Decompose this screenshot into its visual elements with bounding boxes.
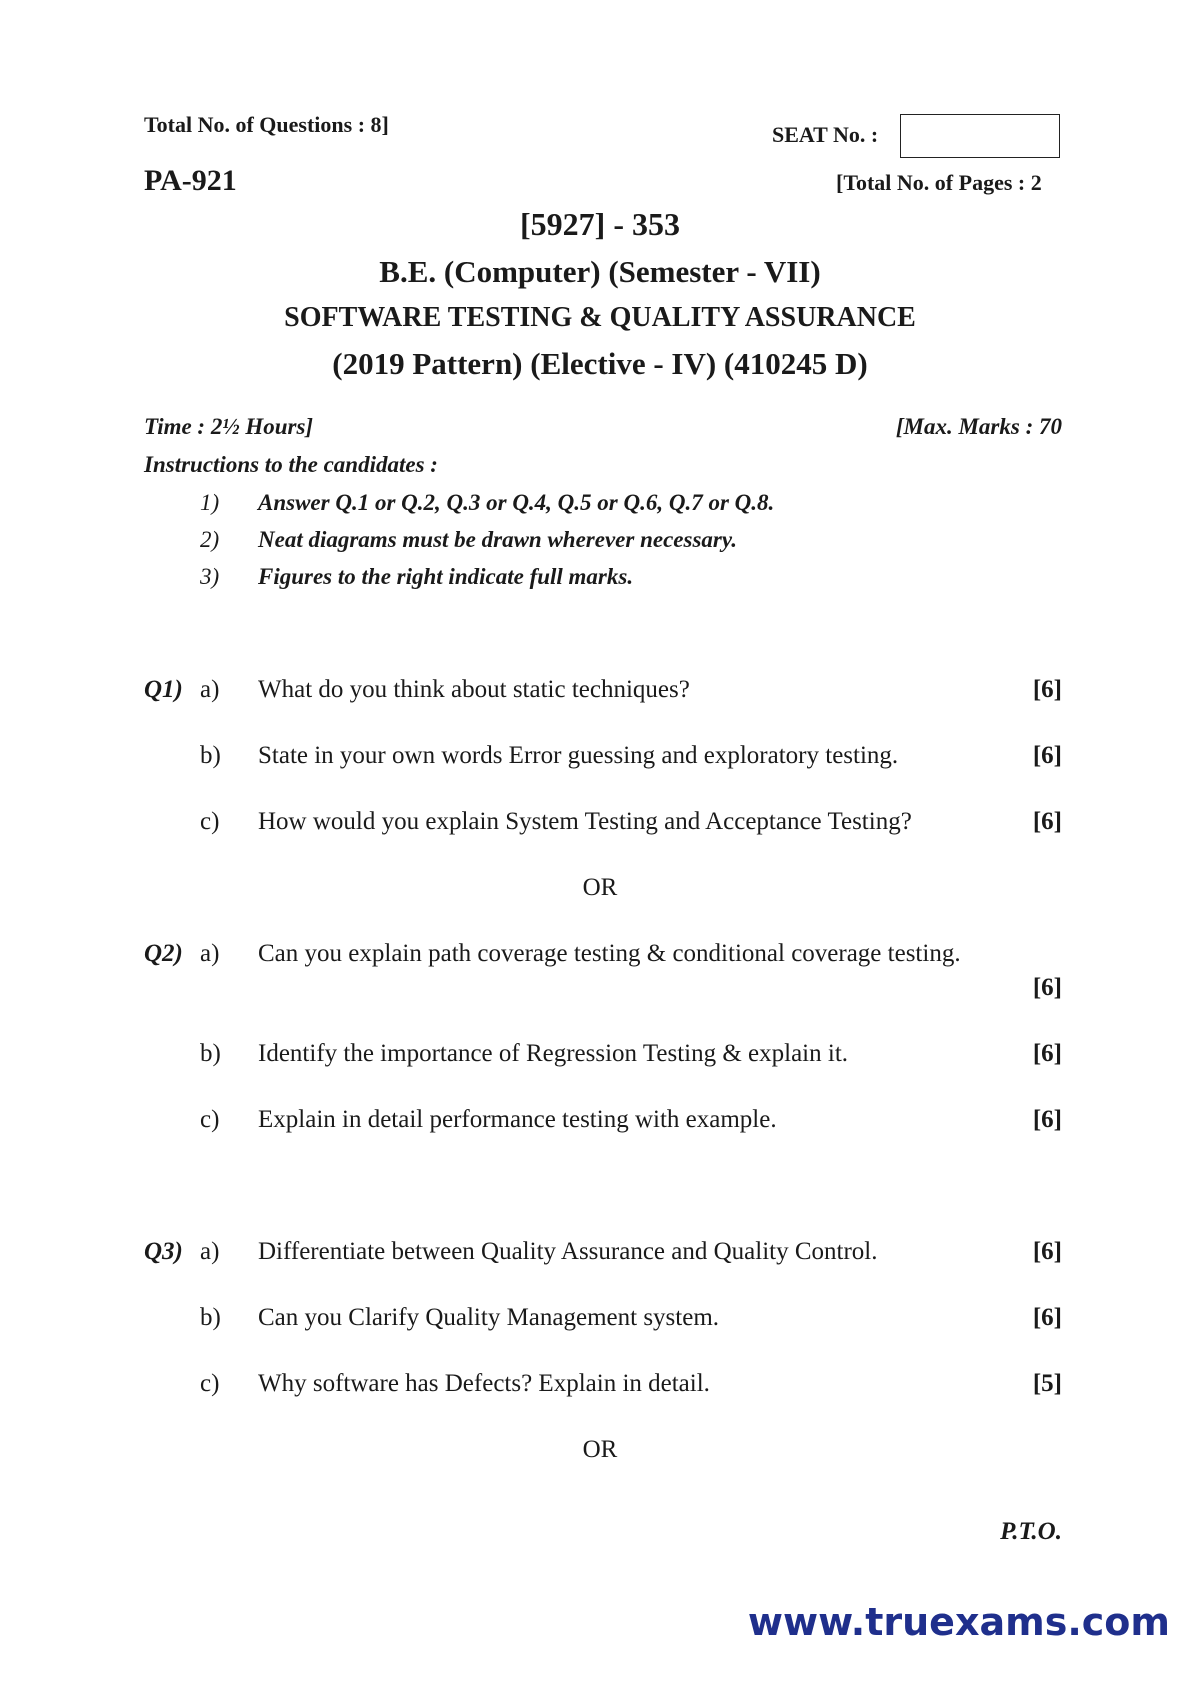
part-letter: b) (200, 1304, 221, 1331)
part-letter: a) (200, 676, 220, 703)
or-separator: OR (582, 1436, 618, 1463)
question-text: Differentiate between Quality Assurance and Quality Control. (258, 1238, 878, 1265)
question-number: Q2) (144, 940, 183, 967)
part-letter: c) (200, 1106, 220, 1133)
marks-label: [6] (1032, 1040, 1062, 1067)
marks-label: [6] (1032, 974, 1062, 1001)
exam-time: Time : 2½ Hours] (144, 414, 314, 439)
part-letter: a) (200, 1238, 220, 1265)
question-text: Explain in detail performance testing with example. (258, 1106, 777, 1133)
seat-number-box[interactable] (900, 114, 1060, 158)
question-text: Identify the importance of Regression Testing & explain it. (258, 1040, 849, 1067)
pattern-line: (2019 Pattern) (Elective - IV) (410245 D) (332, 346, 868, 381)
question-text: Can you Clarify Quality Management system. (258, 1304, 720, 1331)
question-number: Q3) (144, 1238, 183, 1265)
part-letter: a) (200, 940, 220, 967)
total-pages: [Total No. of Pages : 2 (836, 170, 1042, 195)
part-letter: c) (200, 808, 220, 835)
exam-code: [5927] - 353 (520, 206, 680, 242)
pto-label: P.T.O. (1000, 1518, 1062, 1545)
seat-label: SEAT No. : (772, 122, 879, 147)
question-text: State in your own words Error guessing and exploratory testing. (258, 742, 899, 769)
question-text: What do you think about static techniques? (258, 676, 690, 703)
marks-label: [6] (1032, 1106, 1062, 1133)
instruction-text: Answer Q.1 or Q.2, Q.3 or Q.4, Q.5 or Q.6, Q.7 or Q.8. (258, 490, 775, 515)
paper-code: PA-921 (144, 164, 237, 197)
instructions-heading: Instructions to the candidates : (144, 452, 438, 477)
subject-title: SOFTWARE TESTING & QUALITY ASSURANCE (284, 302, 916, 333)
marks-label: [6] (1032, 676, 1062, 703)
marks-label: [6] (1032, 742, 1062, 769)
instruction-number: 3) (200, 564, 220, 589)
question-text: Why software has Defects? Explain in detail. (258, 1370, 710, 1397)
part-letter: b) (200, 1040, 221, 1067)
instruction-number: 2) (200, 527, 220, 552)
or-separator: OR (582, 874, 618, 901)
marks-label: [6] (1032, 808, 1062, 835)
part-letter: c) (200, 1370, 220, 1397)
marks-label: [6] (1032, 1238, 1062, 1265)
watermark-link[interactable]: www.truexams.com (747, 1600, 1170, 1644)
marks-label: [5] (1032, 1370, 1062, 1397)
part-letter: b) (200, 742, 221, 769)
instruction-text: Figures to the right indicate full marks. (258, 564, 634, 589)
question-number: Q1) (144, 676, 183, 703)
question-text: Can you explain path coverage testing & conditional coverage testing. (258, 940, 961, 967)
instruction-text: Neat diagrams must be drawn wherever necessary. (258, 527, 737, 552)
max-marks: [Max. Marks : 70 (895, 414, 1062, 439)
instruction-number: 1) (200, 490, 220, 515)
total-questions: Total No. of Questions : 8] (144, 112, 389, 137)
marks-label: [6] (1032, 1304, 1062, 1331)
degree-title: B.E. (Computer) (Semester - VII) (379, 254, 821, 289)
question-text: How would you explain System Testing and Acceptance Testing? (258, 808, 912, 835)
